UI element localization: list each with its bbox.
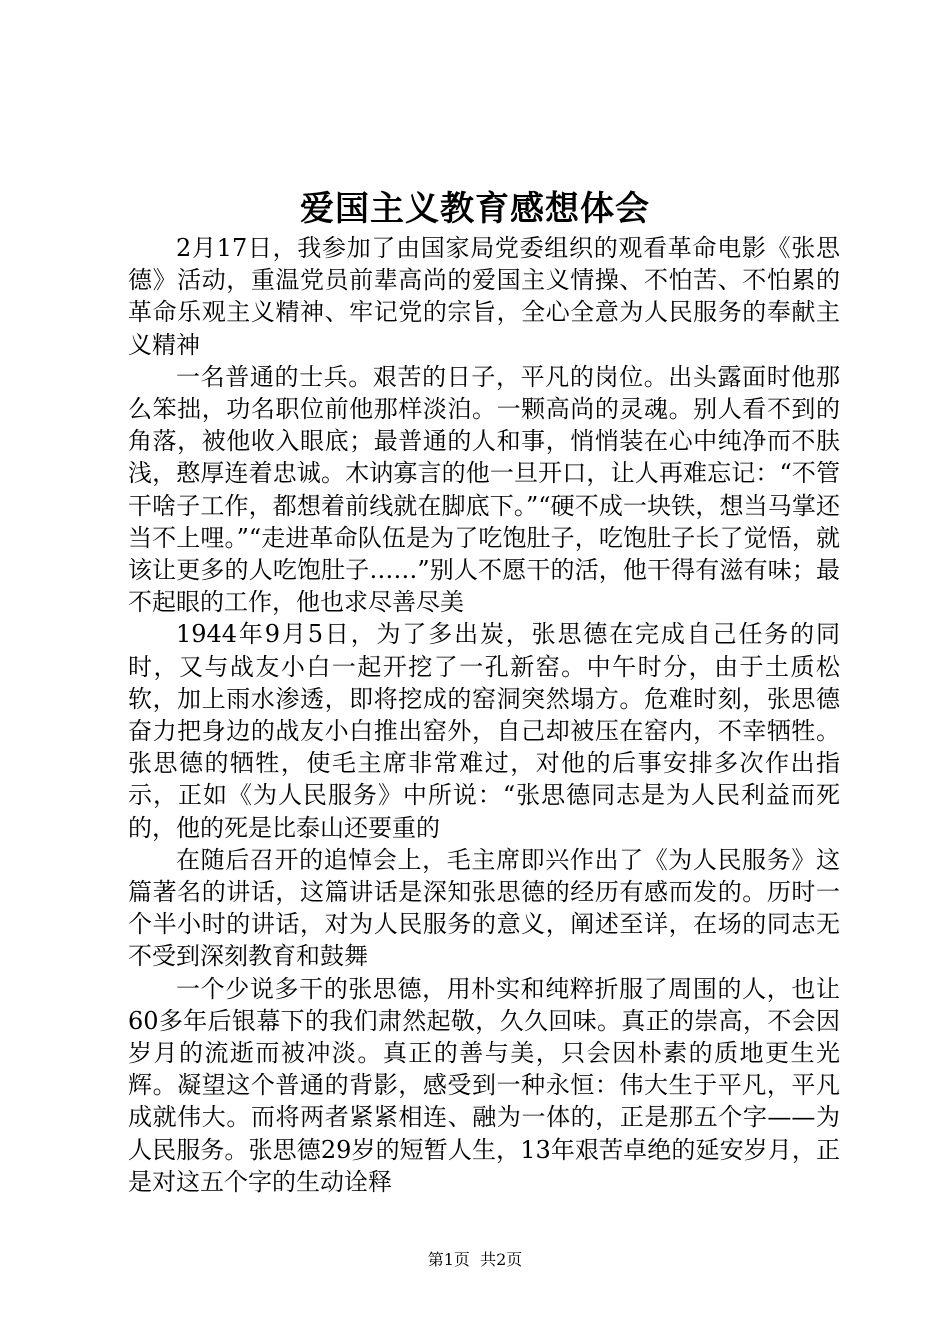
page-number-label: 第1页 共2页: [427, 1250, 523, 1269]
paragraph: 一名普通的士兵。艰苦的日子，平凡的岗位。出头露面时他那么笨拙，功名职位前他那样淡泊。一颗高尚的灵魂。别人看不到的角落，被他收入眼底；最普通的人和事，悄悄装在心中纯净而不肤浅，憨厚连着忠诚。木讷寡言的他一旦开口，让人再难忘记：“不管干啥子工作，都想着前线就在脚底下。”“硬不成一块铁，想当马掌还当不上哩。”“走进革命队伍是为了吃饱肚子，吃饱肚子长了觉悟，就该让更多的人吃饱肚子……”别人不愿干的活，他干得有滋有味；最不起眼的工作，他也求尽善尽美: [128, 362, 840, 617]
document-title: 爱国主义教育感想体会: [300, 189, 650, 229]
paragraph: 2月17日，我参加了由国家局党委组织的观看革命电影《张思德》活动，重温党员前辈高尚的爱国主义情操、不怕苦、不怕累的革命乐观主义精神、牢记党的宗旨，全心全意为人民服务的奉献主义精神: [128, 234, 840, 359]
paragraph: 1944年9月5日，为了多出炭，张思德在完成自己任务的同时，又与战友小白一起开挖了一孔新窑。中午时分，由于土质松软，加上雨水渗透，即将挖成的窑洞突然塌方。危难时刻，张思德奋力把身边的战友小白推出窑外，自己却被压在窑内，不幸牺牲。张思德的牺牲，使毛主席非常难过，对他的后事安排多次作出指示，正如《为人民服务》中所说：“张思德同志是为人民利益而死的，他的死是比泰山还要重的: [128, 620, 840, 842]
paragraph: 一个少说多干的张思德，用朴实和纯粹折服了周围的人，也让60多年后银幕下的我们肃然起敬，久久回味。真正的崇高，不会因岁月的流逝而被冲淡。真正的善与美，只会因朴素的质地更生光辉。凝望这个普通的背影，感受到一种永恒：伟大生于平凡，平凡成就伟大。而将两者紧紧相连、融为一体的，正是那五个字——为人民服务。张思德29岁的短暂人生，13年艰苦卓绝的延安岁月，正是对这五个字的生动诠释: [128, 974, 840, 1196]
page-footer: [0, 1248, 950, 1272]
document-body: [128, 232, 840, 1198]
paragraph: 在随后召开的追悼会上，毛主席即兴作出了《为人民服务》这篇著名的讲话，这篇讲话是深知张思德的经历有感而发的。历时一个半小时的讲话，对为人民服务的意义，阐述至详，在场的同志无不受到深刻教育和鼓舞: [128, 845, 840, 971]
